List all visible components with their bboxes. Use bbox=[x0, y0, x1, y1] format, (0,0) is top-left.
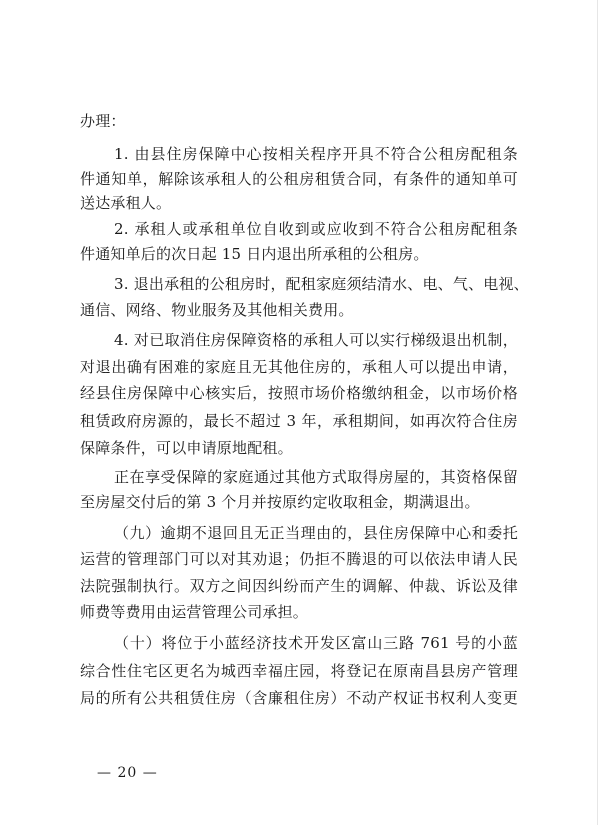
text-line: 租赁政府房源的，最长不超过 3 年，承租期间，如再次符合住房 bbox=[80, 412, 518, 430]
text-line: 对退出确有困难的家庭且无其他住房的，承租人可以提出申请， bbox=[80, 358, 518, 376]
text-line: 经县住房保障中心核实后，按照市场价格缴纳租金，以市场价格 bbox=[80, 384, 518, 402]
text-line: 办理： bbox=[80, 112, 126, 130]
text-line: 正在享受保障的家庭通过其他方式取得房屋的，其资格保留 bbox=[114, 468, 518, 486]
text-line: （十）将位于小蓝经济技术开发区富山三路 761 号的小蓝 bbox=[114, 634, 518, 652]
text-line: 件通知单，解除该承租人的公租房租赁合同，有条件的通知单可 bbox=[80, 170, 518, 188]
text-line: 保障条件，可以申请原地配租。 bbox=[80, 439, 293, 457]
text-line: 局的所有公共租赁住房（含廉租住房）不动产权证书权利人变更 bbox=[80, 689, 518, 707]
text-line: 至房屋交付后的第 3 个月并按原约定收取租金，期满退出。 bbox=[80, 493, 480, 511]
text-line: 4. 对已取消住房保障资格的承租人可以实行梯级退出机制， bbox=[114, 331, 518, 349]
text-line: 件通知单后的次日起 15 日内退出所承租的公租房。 bbox=[80, 245, 429, 263]
text-line: 送达承租人。 bbox=[80, 194, 172, 212]
text-line: 2. 承租人或承租单位自收到或应收到不符合公租房配租条 bbox=[114, 220, 518, 238]
text-line: 1. 由县住房保障中心按相关程序开具不符合公租房配租条 bbox=[114, 145, 518, 163]
text-line: 运营的管理部门可以对其劝退；仍拒不腾退的可以依法申请人民 bbox=[80, 550, 518, 568]
text-line: 师费等费用由运营管理公司承担。 bbox=[80, 603, 309, 621]
text-line: 法院强制执行。双方之间因纠纷而产生的调解、仲裁、诉讼及律 bbox=[80, 577, 518, 595]
text-line: 3. 退出承租的公租房时，配租家庭须结清水、电、气、电视、 bbox=[114, 275, 529, 293]
text-line: 通信、网络、物业服务及其他相关费用。 bbox=[80, 301, 354, 319]
text-line: 综合性住宅区更名为城西幸福庄园，将登记在原南昌县房产管理 bbox=[80, 662, 518, 680]
page-number: — 20 — bbox=[97, 765, 158, 781]
text-line: （九）逾期不退回且无正当理由的，县住房保障中心和委托 bbox=[114, 524, 518, 542]
